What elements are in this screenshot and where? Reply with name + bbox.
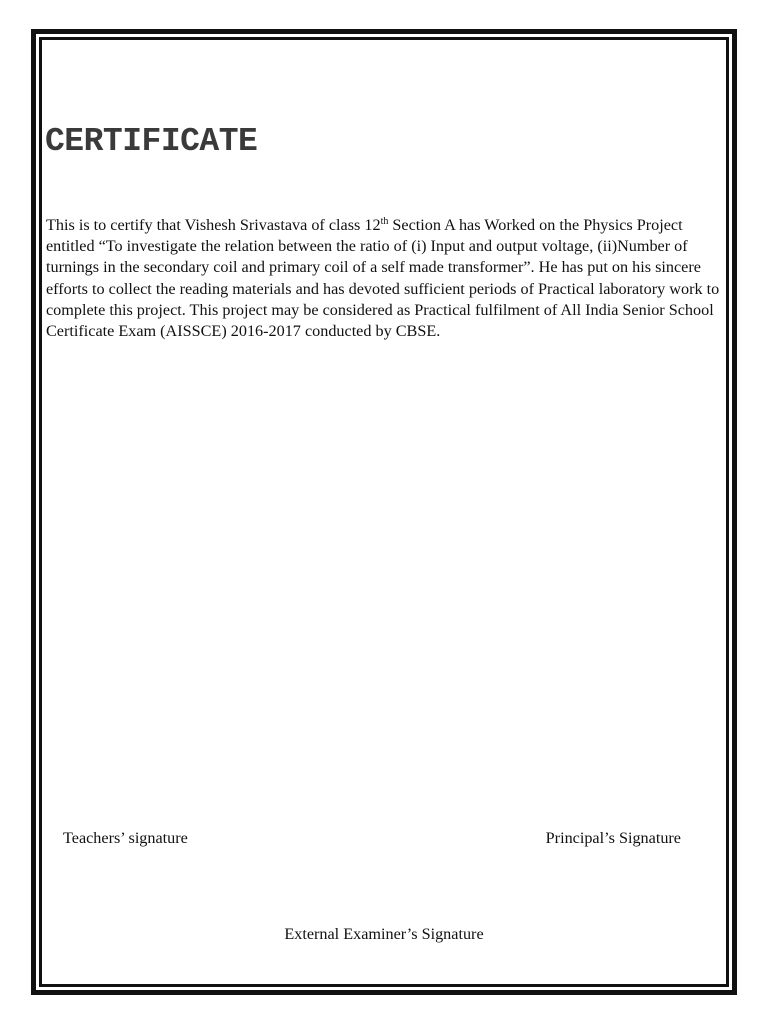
certificate-body bbox=[46, 215, 726, 342]
teacher-signature-label: Teachers’ signature bbox=[63, 829, 188, 847]
principal-signature-label: Principal’s Signature bbox=[545, 829, 681, 847]
class-superscript: th bbox=[380, 216, 389, 227]
certificate-title: CERTIFICATE bbox=[45, 123, 258, 160]
certificate-body-part2: Section A has Worked on the Physics Project entitled “To investigate the relation between the ratio of (i) Input and output voltage, (ii)Number of turnings in the secondary coil and primary coil of a self made transformer”. He has put on his sincere efforts to collect the reading materials and has devoted sufficient periods of Practical laboratory work to complete this project. This project may be considered as Practical fulfilment of All India Senior School Certificate Exam (AISSCE) 2016-2017 conducted by CBSE. bbox=[46, 216, 720, 341]
certificate-body-part1: This is to certify that Vishesh Srivastava of class 12 bbox=[46, 216, 381, 234]
external-examiner-signature-label: External Examiner’s Signature bbox=[284, 925, 484, 943]
page-border-outer bbox=[31, 29, 737, 995]
